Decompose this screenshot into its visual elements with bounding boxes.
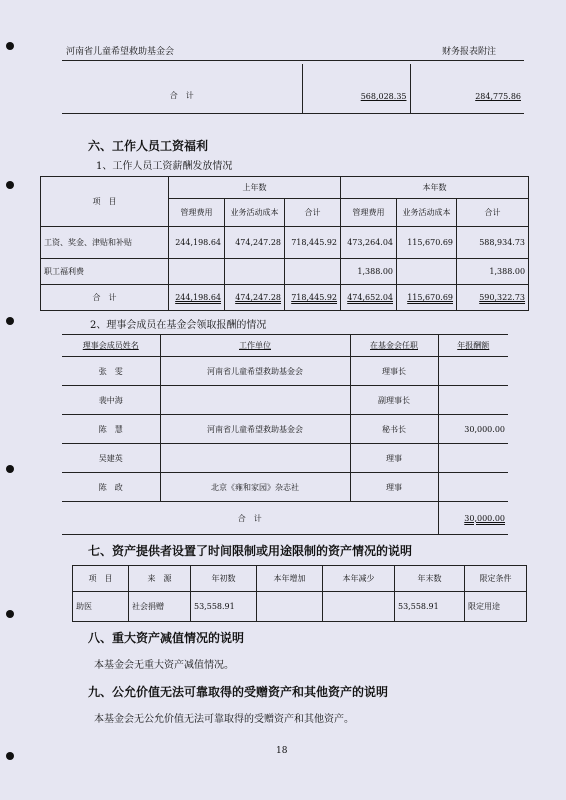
table-row bbox=[41, 227, 529, 259]
header-org: 河南省儿童希望救助基金会 bbox=[66, 47, 175, 57]
cell: 社会捐赠 bbox=[129, 592, 191, 622]
member-role: 秘书长 bbox=[350, 415, 438, 444]
col-mgmt: 管理费用 bbox=[341, 199, 397, 227]
cell: 244,198.64 bbox=[169, 227, 225, 259]
cell: 115,670.69 bbox=[407, 293, 454, 302]
table-row bbox=[62, 444, 508, 473]
member-role: 理事 bbox=[350, 473, 438, 502]
table-total-row bbox=[62, 502, 508, 535]
section-7-title: 七、资产提供者设置了时间限制或用途限制的资产情况的说明 bbox=[88, 544, 413, 558]
total-label: 合 计 bbox=[62, 502, 438, 535]
member-pay: 30,000.00 bbox=[438, 415, 508, 444]
header-source: 来 源 bbox=[129, 566, 191, 592]
header-opening: 年初数 bbox=[191, 566, 257, 592]
member-pay bbox=[438, 386, 508, 415]
board-pay-table bbox=[62, 334, 508, 535]
member-role: 理事长 bbox=[350, 357, 438, 386]
total-value-2: 284,775.86 bbox=[475, 92, 521, 101]
cell: 474,652.04 bbox=[347, 293, 394, 302]
binder-hole bbox=[6, 465, 14, 473]
total-label: 合 计 bbox=[62, 64, 302, 114]
member-role: 理事 bbox=[350, 444, 438, 473]
section-6-title: 六、工作人员工资福利 bbox=[88, 139, 209, 153]
member-role: 副理事长 bbox=[350, 386, 438, 415]
table-total-row bbox=[41, 285, 529, 311]
prev-year-header: 上年数 bbox=[169, 177, 341, 199]
cell bbox=[397, 259, 457, 285]
header-unit: 工作单位 bbox=[239, 341, 271, 350]
cell: 53,558.91 bbox=[395, 592, 465, 622]
item-header: 项 目 bbox=[41, 177, 169, 227]
section-6-sub2: 2、理事会成员在基金会领取报酬的情况 bbox=[90, 320, 267, 331]
table-row bbox=[62, 415, 508, 444]
section-6-sub1: 1、工作人员工资薪酬发放情况 bbox=[96, 161, 233, 172]
cell bbox=[285, 259, 341, 285]
total-pay: 30,000.00 bbox=[464, 513, 505, 523]
col-mgmt: 管理费用 bbox=[169, 199, 225, 227]
header-decrease: 本年减少 bbox=[323, 566, 395, 592]
cell: 1,388.00 bbox=[341, 259, 397, 285]
salary-table bbox=[40, 176, 529, 311]
cell bbox=[257, 592, 323, 622]
header-increase: 本年增加 bbox=[257, 566, 323, 592]
header-doc-title: 财务报表附注 bbox=[442, 47, 497, 57]
cell: 115,670.69 bbox=[397, 227, 457, 259]
cell: 244,198.64 bbox=[175, 293, 221, 302]
table-row bbox=[41, 259, 529, 285]
header-closing: 年末数 bbox=[395, 566, 465, 592]
table-row bbox=[62, 473, 508, 502]
col-total: 合计 bbox=[457, 199, 529, 227]
section-9-title: 九、公允价值无法可靠取得的受赠资产和其他资产的说明 bbox=[88, 685, 389, 699]
cell: 474,247.28 bbox=[225, 227, 285, 259]
cell: 718,445.92 bbox=[291, 293, 338, 302]
member-name: 陈 慧 bbox=[62, 415, 160, 444]
member-name: 陈 政 bbox=[62, 473, 160, 502]
member-name: 张 雯 bbox=[62, 357, 160, 386]
cell: 473,264.04 bbox=[341, 227, 397, 259]
this-year-header: 本年数 bbox=[341, 177, 529, 199]
section-8-title: 八、重大资产减值情况的说明 bbox=[88, 631, 245, 645]
cell bbox=[169, 259, 225, 285]
previous-table-total bbox=[62, 64, 524, 114]
row-label: 合 计 bbox=[41, 285, 169, 311]
binder-hole bbox=[6, 42, 14, 50]
cell bbox=[225, 259, 285, 285]
cell: 588,934.73 bbox=[457, 227, 529, 259]
header-item: 项 目 bbox=[73, 566, 129, 592]
header-rule bbox=[62, 60, 524, 61]
member-unit: 河南省儿童希望救助基金会 bbox=[160, 357, 350, 386]
member-unit bbox=[160, 444, 350, 473]
cell: 助医 bbox=[73, 592, 129, 622]
member-unit bbox=[160, 386, 350, 415]
binder-hole bbox=[6, 610, 14, 618]
cell: 限定用途 bbox=[465, 592, 527, 622]
member-pay bbox=[438, 357, 508, 386]
member-name: 吴建英 bbox=[62, 444, 160, 473]
header-condition: 限定条件 bbox=[465, 566, 527, 592]
row-label: 职工福利费 bbox=[41, 259, 169, 285]
cell: 590,322.73 bbox=[479, 293, 526, 302]
section-8-text: 本基金会无重大资产减值情况。 bbox=[94, 660, 234, 671]
cell: 474,247.28 bbox=[235, 293, 281, 302]
table-row bbox=[73, 592, 527, 622]
header-pay: 年报酬额 bbox=[457, 341, 490, 350]
member-unit: 北京《雍和家园》杂志社 bbox=[160, 473, 350, 502]
table-row bbox=[62, 357, 508, 386]
cell: 1,388.00 bbox=[457, 259, 529, 285]
table-row bbox=[62, 386, 508, 415]
page-number: 18 bbox=[276, 746, 288, 756]
col-total: 合计 bbox=[285, 199, 341, 227]
cell: 718,445.92 bbox=[285, 227, 341, 259]
cell bbox=[323, 592, 395, 622]
binder-hole bbox=[6, 317, 14, 325]
section-9-text: 本基金会无公允价值无法可靠取得的受赠资产和其他资产。 bbox=[94, 714, 354, 725]
col-biz: 业务活动成本 bbox=[225, 199, 285, 227]
member-pay bbox=[438, 444, 508, 473]
binder-hole bbox=[6, 752, 14, 760]
total-value-1: 568,028.35 bbox=[360, 92, 407, 101]
binder-hole bbox=[6, 181, 14, 189]
header-name: 理事会成员姓名 bbox=[82, 341, 139, 350]
header-role: 在基金会任职 bbox=[370, 341, 418, 350]
cell: 53,558.91 bbox=[191, 592, 257, 622]
col-biz: 业务活动成本 bbox=[397, 199, 457, 227]
member-unit: 河南省儿童希望救助基金会 bbox=[160, 415, 350, 444]
member-name: 裴中海 bbox=[62, 386, 160, 415]
restricted-assets-table bbox=[72, 565, 527, 622]
row-label: 工资、奖金、津贴和补贴 bbox=[41, 227, 169, 259]
member-pay bbox=[438, 473, 508, 502]
